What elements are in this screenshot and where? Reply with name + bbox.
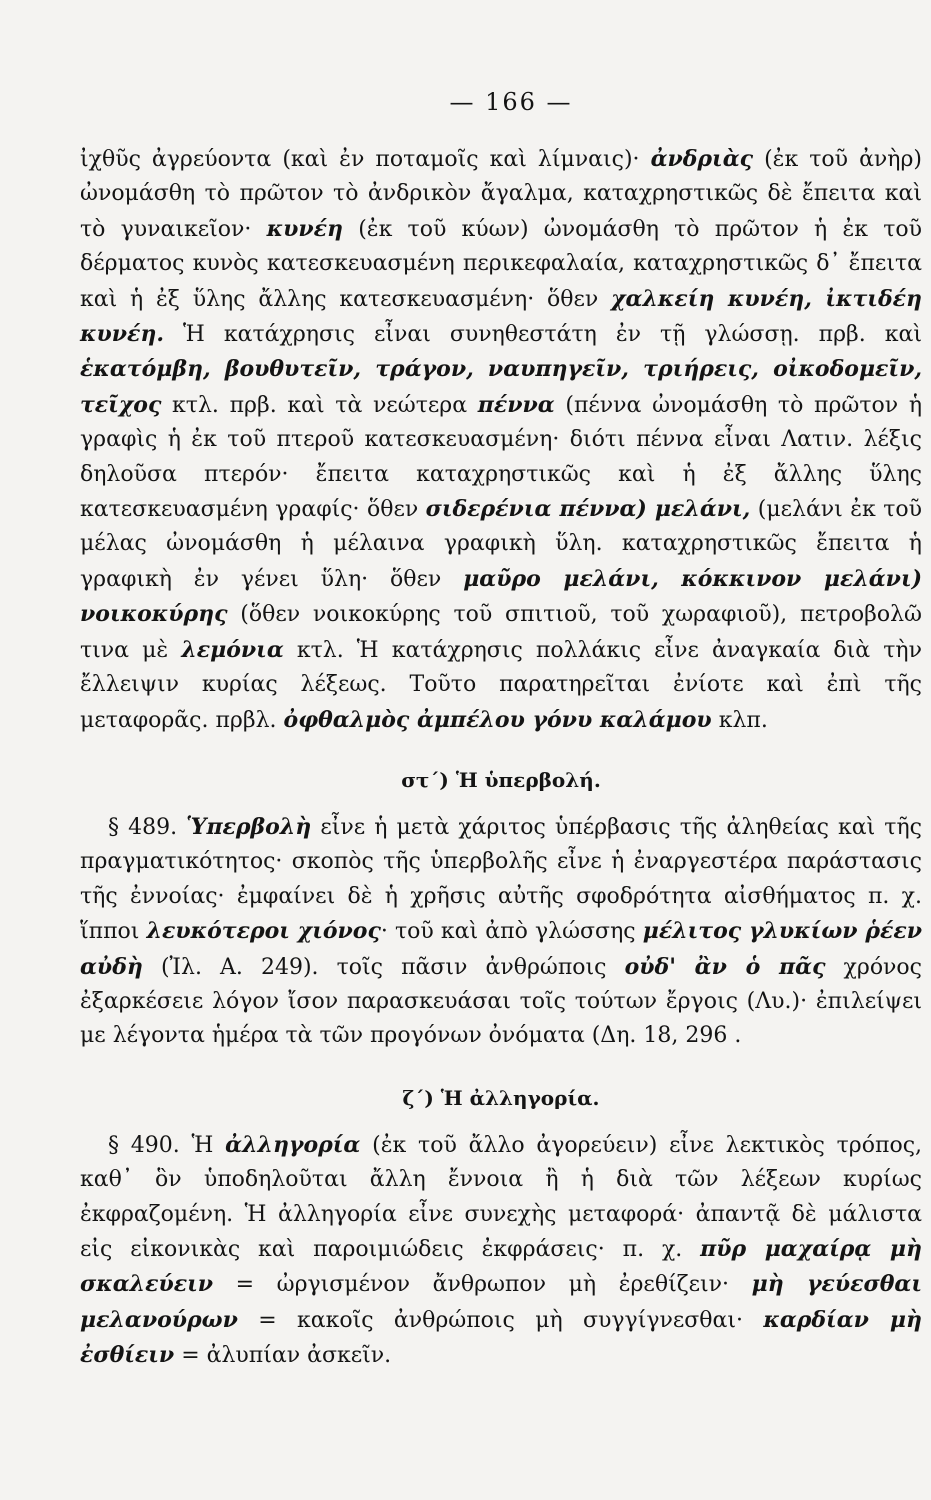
text-run: = ὠργισμένον ἄνθρωπον μὴ ἐρεθίζειν·: [213, 1272, 752, 1298]
text-run: (πέννα ὠνομάσθη τὸ πρῶτον ἡ γραφὶς ἡ ἐκ τοῦ πτεροῦ κατεσκευασμένη· διότι πέννα εἶναι Λατιν. λέξις δηλοῦσα πτερόν· ἔπειτα καταχρηστικῶς καὶ ἡ ἐξ ἄλλης ὕλης κατεσκευασμένη γραφίς· ὅθεν: [80, 392, 923, 523]
page-number: — 166 —: [449, 88, 573, 116]
emphasized-term: πῦρ μαχαίρᾳ μὴ σκαλεύειν: [80, 1235, 922, 1298]
text-run: χρόνος ἐξαρκέσειε λόγον ἴσον παρασκευάσαι τοῖς τούτων ἔργοις (Λυ.)· ἐπιλείψει με λέγοντα ἡμέρα τὰ τῶν προγόνων ὀνόματα (Δη. 18, 296 .: [80, 954, 923, 1049]
text-run: κτλ. Ἡ κατάχρησις πολλάκις εἶνε ἀναγκαία διὰ τὴν ἔλλειψιν κυρίας λέξεως. Τοῦτο παρατηρεῖται ἐνίοτε καὶ ἐπὶ τῆς μεταφορᾶς. πρβλ.: [80, 637, 922, 733]
text-run: (ἐκ τοῦ ἀνὴρ) ὠνομάσθη τὸ πρῶτον τὸ ἀνδρικὸν ἄγαλμα, καταχρηστικῶς δὲ ἔπειτα καὶ τὸ γυναικεῖον·: [80, 147, 922, 242]
text-run: ἰχθῦς ἀγρεύοντα (καὶ ἐν ποταμοῖς καὶ λίμναις)·: [80, 147, 651, 172]
emphasized-term: μαῦρο μελάνι, κόκκινον μελάνι) νοικοκύρης: [80, 565, 922, 628]
emphasized-term: μέλιτος γλυκίων ῥέεν αὐδὴ: [80, 918, 922, 980]
text-run: (μελάνι ἐκ τοῦ μέλας ὠνομάσθη ἡ μέλαινα γραφικὴ ὕλη. καταχρηστικῶς ἔπειτα ἡ γραφικὴ ἐν γένει ὕλη· ὅθεν: [80, 497, 922, 592]
text-run: (ἐκ τοῦ κύων) ὠνομάσθη τὸ πρῶτον ἡ ἐκ τοῦ δέρματος κυνὸς κατεσκευασμένη περικεφαλαία, καταχρηστικῶς δ᾽ ἔπειτα καὶ ἡ ἐξ ὕλης ἄλλης κατεσκευασμένη· ὅθεν: [80, 216, 922, 312]
text-run: = κακοῖς ἀνθρώποις μὴ συγγίγνεσθαι·: [237, 1307, 764, 1333]
section-heading-hyperbole: στ´) Ἡ ὑπερβολή.: [401, 767, 601, 792]
text-run: κλπ.: [711, 707, 768, 733]
paragraph-490: [80, 1128, 922, 1374]
text-run: § 489.: [108, 814, 187, 840]
text-run: (ἐκ τοῦ ἄλλο ἀγορεύειν) εἶνε λεκτικὸς τρόπος, καθ᾽ ὃν ὑποδηλοῦται ἄλλη ἔννοια ἢ ἡ διὰ τῶν λέξεων κυρίως ἐκφραζομένη. Ἡ ἀλληγορία εἶνε συνεχὴς μεταφορά· ἀπαντᾷ δὲ μάλιστα εἰς εἰκονικὰς καὶ παροιμιώδεις ἐκφράσεις· π. χ.: [80, 1132, 923, 1262]
emphasized-term: ὀφθαλμὸς ἀμπέλου γόνυ καλάμου: [283, 706, 712, 733]
text-run: § 490. Ἡ: [108, 1132, 226, 1158]
emphasized-term: λεμόνια: [181, 636, 284, 663]
emphasized-term: οὐδ' ἂν ὁ πᾶς: [624, 953, 826, 980]
paragraph-489: [80, 810, 922, 1054]
text-run: (Ἰλ. Α. 249). τοῖς πᾶσιν ἀνθρώποις: [142, 954, 625, 980]
emphasized-term: ἀνδριὰς: [650, 146, 754, 172]
emphasized-term: σιδερένια πέννα) μελάνι,: [425, 496, 751, 523]
emphasized-term: πέννα: [477, 391, 555, 418]
section-heading-allegory: ζ´) Ἡ ἀλληγορία.: [402, 1085, 600, 1110]
text-run: (ὅθεν νοικοκύρης τοῦ σπιτιοῦ, τοῦ χωραφιοῦ), πετροβολῶ τινα μὲ: [80, 602, 922, 663]
emphasized-term: ἀλληγορία: [225, 1131, 361, 1158]
emphasized-term: ἑκατόμβη, βουθυτεῖν, τράγον, ναυπηγεῖν, τριήρεις, οἰκοδομεῖν, τεῖχος: [80, 356, 922, 418]
text-run: · τοῦ καὶ ἀπὸ γλώσσης: [380, 919, 643, 945]
emphasized-term: κυνέη: [266, 215, 343, 242]
text-run: = ἀλυπίαν ἀσκεῖν.: [174, 1343, 392, 1369]
emphasized-term: μὴ γεύεσθαι μελανούρων: [80, 1271, 922, 1333]
emphasized-term: λευκότεροι χιόνος: [146, 918, 381, 945]
emphasized-term: χαλκείη κυνέη, ἰκτιδέη κυνέη.: [80, 285, 922, 348]
book-page: [80, 88, 922, 1374]
emphasized-term: Ὑπερβολὴ: [186, 813, 312, 840]
emphasized-term: καρδίαν μὴ ἐσθίειν: [80, 1306, 922, 1369]
paragraph-continuation: [80, 142, 922, 738]
text-run: εἶνε ἡ μετὰ χάριτος ὑπέρβασις τῆς ἀληθείας καὶ τῆς πραγματικότητος· σκοπὸς τῆς ὑπερβολῆς εἶνε ἡ ἐναργεστέρα παράστασις τῆς ἐννοίας· ἐμφαίνει δὲ ἡ χρῆσις αὐτῆς σφοδρότητα αἰσθήματος π. χ. ἵπποι: [80, 814, 922, 945]
text-run: Ἡ κατάχρησις εἶναι συνηθεστάτη ἐν τῇ γλώσσῃ. πρβ. καὶ: [164, 322, 922, 348]
text-run: κτλ. πρβ. καὶ τὰ νεώτερα: [161, 392, 478, 418]
